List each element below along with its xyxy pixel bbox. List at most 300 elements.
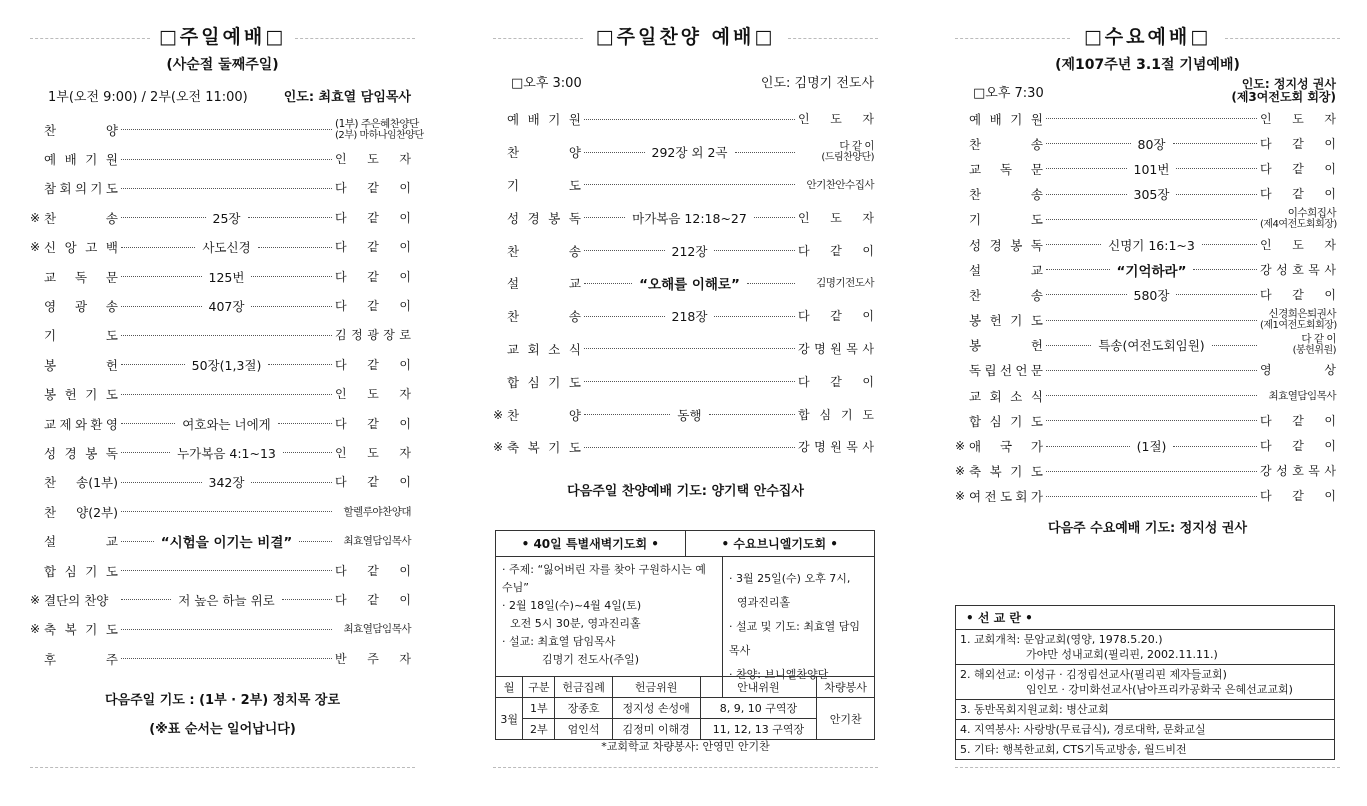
label-char: 봉 <box>1010 237 1023 253</box>
leader-dots <box>1173 446 1257 447</box>
order-row <box>955 383 1340 408</box>
label-char: 도 <box>105 563 118 579</box>
item-person <box>335 594 411 606</box>
leader-dots <box>584 152 645 153</box>
person-char: 같 <box>830 374 842 389</box>
order-row <box>493 103 878 136</box>
order-row <box>30 291 415 320</box>
item-detail: 여호와는 너에게 <box>182 416 271 432</box>
person-char: 로 <box>399 328 411 343</box>
leader-dots <box>121 394 332 395</box>
item-label <box>507 110 581 128</box>
item-label <box>969 462 1043 480</box>
person-char: 이 <box>862 243 874 258</box>
item-label <box>44 150 118 168</box>
item-label <box>969 437 1043 455</box>
label-char: 소 <box>548 341 561 357</box>
item-label <box>44 473 118 491</box>
item-label <box>44 356 118 374</box>
table-row <box>496 698 875 719</box>
person-char: 다 <box>335 475 347 490</box>
leader-dots <box>251 306 332 307</box>
leader-dots <box>121 452 170 453</box>
person-char: 목 <box>846 341 858 356</box>
person-char: 강 <box>798 341 810 356</box>
leader-dots <box>1176 168 1257 169</box>
label-char: 백 <box>105 240 118 256</box>
section-title: □수요예배□ <box>1078 22 1217 49</box>
order-row <box>30 556 415 585</box>
item-detail: 동행 <box>677 407 702 423</box>
person-char: 합 <box>798 407 810 422</box>
label-char: 교 <box>44 269 57 285</box>
order-row <box>30 380 415 409</box>
table-cell: 장종호 <box>555 698 613 719</box>
label-char: 도 <box>105 622 118 638</box>
leader-dots <box>1046 496 1257 497</box>
item-label <box>969 236 1043 254</box>
mission-item <box>956 700 1334 720</box>
person-char: 반 <box>335 651 347 666</box>
service-leader: 인도: 김명기 전도사 <box>760 76 874 91</box>
label-char: 기 <box>85 387 98 403</box>
leader-dots <box>754 217 795 218</box>
person-char: 목 <box>846 440 858 455</box>
leader-dots <box>121 658 332 659</box>
person-char: 다 <box>1260 489 1272 504</box>
table-cell: 엄인석 <box>555 719 613 740</box>
label-char: 고 <box>85 240 98 256</box>
table-cell: 2부 <box>523 719 555 740</box>
leader-dots <box>283 452 332 453</box>
order-row <box>493 169 878 202</box>
item-person <box>335 153 411 165</box>
person-line: (제1여전도회회장) <box>1260 320 1337 332</box>
order-of-worship <box>955 106 1340 509</box>
label-char: 봉 <box>969 338 982 354</box>
label-char: 경 <box>64 445 77 461</box>
order-row <box>955 131 1340 156</box>
person-char: 사 <box>862 341 874 356</box>
dawn-line: 오전 5시 30분, 영과진리홀 <box>510 617 641 630</box>
person-char: 성 <box>1276 464 1288 479</box>
person-char: 원 <box>830 440 842 455</box>
label-char: 송 <box>1030 187 1043 203</box>
mission-line: 임인모 · 강미화선교사(남아프리카공화국 은혜선교교회) <box>1026 683 1293 696</box>
order-row <box>955 282 1340 307</box>
item-label <box>507 307 581 325</box>
label-char: 기 <box>44 328 57 344</box>
item-person <box>335 182 411 194</box>
leader-dots <box>584 119 795 120</box>
item-person <box>1260 289 1336 301</box>
leader-dots <box>584 381 795 382</box>
leader-dots <box>1193 269 1257 270</box>
header <box>30 22 415 56</box>
person-char: 같 <box>367 299 379 314</box>
label-char: 심 <box>989 413 1002 429</box>
person-char: 인 <box>1260 111 1272 126</box>
person-char: 이 <box>399 210 412 225</box>
item-detail: 특송(여전도회임원) <box>1098 338 1205 354</box>
item-person <box>335 241 411 253</box>
label-char: 봉 <box>44 387 57 403</box>
person-char: 다 <box>335 269 347 284</box>
standing-mark: ※ <box>493 440 504 455</box>
item-person <box>1260 138 1336 150</box>
person-char: 자 <box>399 152 411 167</box>
person-char: 같 <box>830 243 842 258</box>
person-line: 할렐루야찬양대 <box>343 505 411 518</box>
dawn-line: 김명기 전도사(주일) <box>542 653 640 666</box>
leader-dots <box>258 247 332 248</box>
label-char: 회 <box>1015 489 1028 505</box>
label-char: 기 <box>1010 111 1023 127</box>
person-char: 강 <box>1260 464 1272 479</box>
item-person <box>335 212 411 224</box>
leader-dots <box>121 306 202 307</box>
label-char: 찬 <box>44 210 57 226</box>
order-row <box>493 267 878 300</box>
item-person <box>1260 207 1336 231</box>
label-char: 원 <box>568 112 581 128</box>
item-label <box>969 286 1043 304</box>
item-person <box>1260 239 1336 251</box>
label-char: 신 <box>44 240 57 256</box>
item-person <box>798 409 874 421</box>
person-char: 사 <box>1324 464 1336 479</box>
person-char: 이 <box>399 416 411 431</box>
label-char: 성 <box>44 445 57 461</box>
item-label <box>507 373 581 391</box>
label-char: 도 <box>568 177 581 193</box>
label-char: 복 <box>527 440 540 456</box>
person-char: 이 <box>399 240 411 255</box>
mission-line: 3. 동반목회지원교회: 병산교회 <box>960 703 1109 716</box>
item-person <box>798 179 874 191</box>
label-char: 배 <box>989 111 1002 127</box>
item-label <box>969 361 1043 379</box>
person-char: 호 <box>1292 464 1304 479</box>
item-detail: 218장 <box>671 309 708 325</box>
leader-dots <box>714 250 795 251</box>
label-char: 회 <box>59 181 72 197</box>
label-char: 선 <box>999 363 1013 379</box>
label-char: 도 <box>1030 413 1043 429</box>
label-char: 교 <box>969 161 982 177</box>
leader-dots <box>121 541 154 542</box>
label-char: 성 <box>969 237 982 253</box>
item-label <box>44 326 118 344</box>
mission-title: • 선 교 란 • <box>956 606 1334 630</box>
item-detail: “시험을 이기는 비결” <box>160 535 293 552</box>
person-char: 명 <box>814 341 826 356</box>
mission-line: 2. 해외선교: 이성규 · 김정림선교사(필리핀 제자들교회) <box>960 668 1227 681</box>
item-label <box>969 412 1043 430</box>
person-char: 이 <box>399 475 411 490</box>
person-char: 광 <box>367 328 379 343</box>
label-char: 언 <box>1015 363 1028 379</box>
leader-dots <box>251 276 332 277</box>
person-char: 이 <box>862 309 874 324</box>
person-char: 주 <box>367 651 379 666</box>
leader-dots <box>121 364 185 365</box>
item-label <box>969 110 1043 128</box>
person-line: 최효열담임목사 <box>343 623 411 636</box>
person-char: 도 <box>1292 111 1304 126</box>
person-char: 이 <box>1324 161 1336 176</box>
peniel-prayer-heading: • 수요브니엘기도회 • <box>721 537 838 551</box>
service-duty-table <box>495 676 875 740</box>
label-char: 송 <box>105 299 118 315</box>
table-cell: 8, 9, 10 구역장 <box>700 698 817 719</box>
label-char: 송 <box>1030 136 1043 152</box>
person-char: 같 <box>1292 413 1304 428</box>
person-char: 같 <box>367 210 379 225</box>
next-prayer: 다음주 수요예배 기도: 정지성 권사 <box>1047 521 1248 536</box>
label-char: 독 <box>999 161 1013 177</box>
person-char: 같 <box>367 563 379 578</box>
item-label <box>507 438 581 456</box>
person-char: 같 <box>1292 161 1304 176</box>
peniel-line: 영과진리홀 <box>737 596 791 609</box>
item-person <box>335 388 411 400</box>
label-char: 전 <box>984 489 997 505</box>
item-label <box>969 185 1043 203</box>
label-char: 소 <box>1010 388 1023 404</box>
person-char: 이 <box>399 181 411 196</box>
leader-dots <box>1046 143 1131 144</box>
leader-dots <box>282 599 332 600</box>
next-prayer: 다음주일 찬양예배 기도: 양기택 안수집사 <box>567 483 804 499</box>
label-char: 문 <box>1030 161 1043 177</box>
leader-dots <box>584 184 795 185</box>
person-char: 자 <box>1324 111 1336 126</box>
person-char: 자 <box>399 445 411 460</box>
label-char: 도 <box>105 328 118 344</box>
item-person <box>798 343 874 355</box>
item-label <box>969 311 1043 329</box>
sunday-praise-worship-column <box>493 0 878 806</box>
label-char: 참 <box>44 181 57 197</box>
person-char: 장 <box>383 328 395 343</box>
item-label <box>969 261 1043 279</box>
person-char: 이 <box>399 299 411 314</box>
label-char: 찬 <box>507 309 520 325</box>
leader-dots <box>268 364 332 365</box>
item-detail: “오해를 이해로” <box>639 277 740 294</box>
table-header: 차량봉사 <box>817 677 875 698</box>
person-char: 목 <box>1308 464 1320 479</box>
order-row <box>955 207 1340 232</box>
person-char: 다 <box>1260 161 1272 176</box>
item-label <box>507 242 581 260</box>
person-char: 다 <box>335 563 347 578</box>
prayer-meetings-box <box>495 530 875 698</box>
item-person <box>798 310 874 322</box>
leader-dots <box>584 283 632 284</box>
leader-dots <box>1173 143 1258 144</box>
item-person <box>335 623 411 635</box>
label-char: 독 <box>105 445 118 461</box>
item-detail: 25장 <box>212 210 241 226</box>
person-char: 이 <box>1324 413 1336 428</box>
label-char: 헌 <box>1030 338 1043 354</box>
item-person <box>1260 364 1336 376</box>
service-times: 1부(오전 9:00) / 2부(오전 11:00) <box>48 90 248 105</box>
person-char: 사 <box>862 440 874 455</box>
leader-dots <box>251 482 332 483</box>
label-char: 회 <box>527 341 540 357</box>
leader-dots <box>1212 345 1257 346</box>
person-char: 다 <box>335 299 347 314</box>
item-label <box>44 297 118 315</box>
label-char: 도 <box>1030 313 1043 329</box>
service-meta <box>511 72 874 91</box>
leader-dots <box>121 335 332 336</box>
item-detail: 305장 <box>1133 187 1170 203</box>
item-person <box>335 535 411 547</box>
label-char: 환 <box>90 416 103 432</box>
service-meta <box>973 78 1336 104</box>
label-char: 양 <box>105 122 118 138</box>
leader-dots <box>709 414 795 415</box>
item-person <box>798 277 874 289</box>
standing-mark: ※ <box>955 464 966 479</box>
order-row <box>30 233 415 262</box>
item-label <box>44 238 118 256</box>
school-car-note: *교회학교 차량봉사: 안영민 안기찬 <box>601 740 770 753</box>
leader-dots <box>1046 194 1127 195</box>
label-char: 심 <box>64 563 77 579</box>
leader-dots <box>1176 294 1257 295</box>
label-char: 송 <box>568 309 581 325</box>
person-char: 도 <box>367 152 379 167</box>
item-person <box>1260 264 1336 276</box>
person-char: 같 <box>1292 187 1304 202</box>
label-char: 찬 <box>969 287 982 303</box>
order-row <box>30 497 415 526</box>
leader-dots <box>248 217 333 218</box>
person-char: 영 <box>1260 363 1272 378</box>
label-char: 교 <box>568 276 581 292</box>
order-row <box>30 174 415 203</box>
item-label <box>44 121 118 139</box>
person-char: 인 <box>335 445 347 460</box>
label-char: 성 <box>507 210 520 226</box>
label-char: 헌 <box>105 357 118 373</box>
person-line: 안기찬안수집사 <box>806 178 874 191</box>
standing-mark: ※ <box>955 439 966 454</box>
leader-dots <box>735 152 796 153</box>
label-char: 송 <box>568 243 581 259</box>
item-detail: 누가복음 4:1~13 <box>177 445 276 461</box>
standing-mark: ※ <box>30 622 41 637</box>
mission-line: 가야만 성내교회(필리핀, 2002.11.11.) <box>1026 648 1218 661</box>
order-row <box>30 203 415 232</box>
order-row <box>30 262 415 291</box>
label-char: 제 <box>59 416 72 432</box>
label-char: 국 <box>999 439 1013 455</box>
label-char: 식 <box>1030 388 1043 404</box>
person-char: 성 <box>1276 262 1288 277</box>
item-person <box>335 329 411 341</box>
item-person <box>335 418 411 430</box>
label-char: 송 <box>1030 287 1043 303</box>
label-char: 양(2부) <box>76 504 118 520</box>
order-row <box>30 526 415 555</box>
label-char: 교 <box>969 388 982 404</box>
order-of-worship <box>30 115 424 673</box>
order-row <box>955 106 1340 131</box>
leader-dots <box>584 447 795 448</box>
person-char: 같 <box>367 269 379 284</box>
label-char: 교 <box>44 416 57 432</box>
leader-dots <box>1046 446 1130 447</box>
label-char: 봉 <box>44 357 57 373</box>
order-row <box>30 115 424 144</box>
item-person <box>798 113 874 125</box>
person-line: 다 같 이 <box>839 140 875 153</box>
peniel-line: · 찬양: 브니엘찬양단 <box>729 668 829 681</box>
person-char: 강 <box>798 440 810 455</box>
person-char: 다 <box>798 243 810 258</box>
person-char: 인 <box>798 112 810 127</box>
label-char: 복 <box>64 622 77 638</box>
table-header: 월 <box>496 677 523 698</box>
leader-dots <box>1202 244 1257 245</box>
person-char: 다 <box>798 309 810 324</box>
order-row <box>30 585 415 614</box>
person-char: 같 <box>1292 439 1304 454</box>
label-char: 찬 <box>507 407 520 423</box>
leader-dots <box>584 217 625 218</box>
item-label <box>44 620 118 638</box>
service-leader: 인도: 정지성 권사 <box>1241 77 1336 91</box>
service-meta <box>48 86 411 105</box>
person-line: 신경희은퇴권사 <box>1268 308 1336 321</box>
person-char: 같 <box>1292 489 1304 504</box>
item-label <box>969 160 1043 178</box>
person-char: 다 <box>335 592 347 607</box>
person-char: 자 <box>1324 237 1337 252</box>
label-char: 교 <box>1030 262 1043 278</box>
label-char: 주 <box>105 651 118 667</box>
item-label <box>507 143 581 161</box>
label-char: 경 <box>989 237 1002 253</box>
order-row <box>30 350 415 379</box>
person-char: 자 <box>399 387 411 402</box>
item-detail: 212장 <box>671 243 708 259</box>
mission-item <box>956 665 1334 700</box>
label-char: 합 <box>969 413 982 429</box>
person-char: 자 <box>862 112 874 127</box>
person-char: 강 <box>1260 262 1272 277</box>
table-cell: 김정미 이해경 <box>612 719 700 740</box>
item-person <box>798 245 874 257</box>
person-char: 같 <box>367 592 379 607</box>
leader-dots <box>121 482 202 483</box>
person-line: (2부) 마하나임찬양단 <box>335 129 424 141</box>
item-detail: 신명기 16:1~3 <box>1108 237 1195 253</box>
leader-dots <box>1046 294 1127 295</box>
label-char: 독 <box>1030 237 1043 253</box>
leader-dots <box>121 217 206 218</box>
leader-dots <box>299 541 332 542</box>
order-row <box>955 257 1340 282</box>
item-detail: 사도신경 <box>202 240 251 256</box>
item-label <box>44 268 118 286</box>
